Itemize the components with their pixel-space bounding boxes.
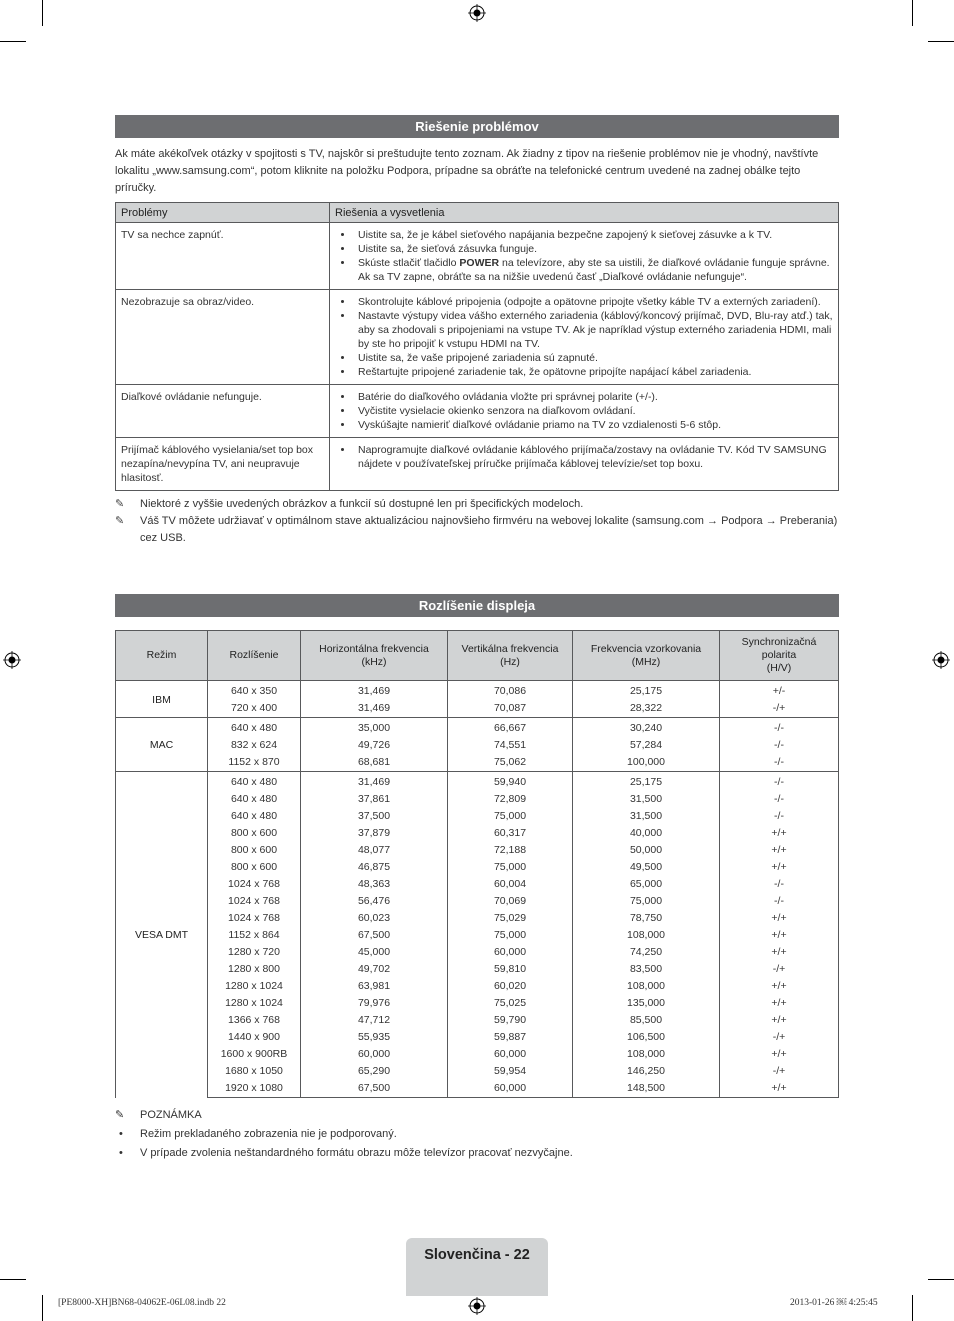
bullet-icon: • [119, 1127, 123, 1140]
resolution-cell: 640 x 480 [208, 791, 301, 808]
problem-cell: TV sa nechce zapnúť. [116, 223, 330, 290]
pixel-clock-cell: 50,000 [573, 842, 720, 859]
pixel-clock-cell: 31,500 [573, 808, 720, 825]
sync-polarity-cell: -/- [720, 876, 839, 893]
v-frequency-cell: 60,000 [448, 1046, 573, 1063]
resolution-cell: 1024 x 768 [208, 893, 301, 910]
h-frequency-cell: 31,469 [301, 772, 448, 792]
crop-mark [42, 1295, 43, 1321]
pixel-clock-cell: 65,000 [573, 876, 720, 893]
table-header-row [116, 203, 839, 223]
pixel-clock-cell: 40,000 [573, 825, 720, 842]
sync-polarity-cell: -/+ [720, 961, 839, 978]
column-header-pixel-clock: Frekvencia vzorkovania (MHz) [573, 631, 720, 681]
table-row [116, 825, 839, 842]
pixel-clock-cell: 148,500 [573, 1080, 720, 1098]
column-header-sync-polarity: Synchronizačná polarita (H/V) [720, 631, 839, 681]
v-frequency-cell: 75,025 [448, 995, 573, 1012]
resolution-cell: 1440 x 900 [208, 1029, 301, 1046]
pixel-clock-cell: 74,250 [573, 944, 720, 961]
h-frequency-cell: 37,500 [301, 808, 448, 825]
sync-polarity-cell: +/+ [720, 910, 839, 927]
solution-item: • Batérie do diaľkového ovládania vložte pri správnej polarite (+/-). [354, 390, 833, 404]
table-row [116, 772, 839, 792]
pixel-clock-cell: 108,000 [573, 927, 720, 944]
solution-item: • Nastavte výstupy videa vášho externého zariadenia (káblový/koncový prijímač, DVD, Blu-ray atď.) tak, aby sa zhodovali s pripojeniami na vstupe TV. Ak je napríklad výstup externého zariadenia HDMI, mali by ste ho pripojiť k vstupu HDMI na TV. [354, 309, 833, 351]
sync-polarity-cell: -/- [720, 754, 839, 772]
v-frequency-cell: 60,317 [448, 825, 573, 842]
resolution-cell: 720 x 400 [208, 700, 301, 718]
note-line [115, 496, 839, 513]
sync-polarity-cell: +/+ [720, 859, 839, 876]
note-item: Režim prekladaného zobrazenia nie je podporovaný. [140, 1127, 397, 1140]
pixel-clock-cell: 30,240 [573, 718, 720, 738]
table-row [116, 290, 839, 385]
pixel-clock-cell: 28,322 [573, 700, 720, 718]
h-frequency-cell: 60,000 [301, 1046, 448, 1063]
crop-mark [0, 1279, 26, 1280]
notes-block [115, 496, 839, 547]
table-row [116, 995, 839, 1012]
v-frequency-cell: 75,029 [448, 910, 573, 927]
h-frequency-cell: 60,023 [301, 910, 448, 927]
mode-cell: VESA DMT [116, 772, 208, 1098]
pixel-clock-cell: 83,500 [573, 961, 720, 978]
resolution-cell: 1366 x 768 [208, 1012, 301, 1029]
h-frequency-cell: 68,681 [301, 754, 448, 772]
crop-mark [928, 41, 954, 42]
v-frequency-cell: 59,940 [448, 772, 573, 792]
v-frequency-cell: 70,086 [448, 681, 573, 701]
footer-timestamp: 2013-01-26 ￼ 4:25:45 [790, 1298, 878, 1308]
table-row [116, 681, 839, 701]
v-frequency-cell: 70,087 [448, 700, 573, 718]
column-header-horizontal-frequency: Horizontálna frekvencia (kHz) [301, 631, 448, 681]
column-header-resolution: Rozlíšenie [208, 631, 301, 681]
page-number-tab: Slovenčina - 22 [406, 1238, 548, 1296]
h-frequency-cell: 35,000 [301, 718, 448, 738]
registration-mark-icon [468, 4, 486, 22]
pixel-clock-cell: 57,284 [573, 737, 720, 754]
solution-item: • Uistite sa, že sieťová zásuvka funguje. [354, 242, 833, 256]
sync-polarity-cell: +/+ [720, 1080, 839, 1098]
sync-polarity-cell: -/- [720, 718, 839, 738]
pencil-note-icon: ✎ [115, 1109, 125, 1121]
table-row [116, 808, 839, 825]
note-heading-row [115, 1105, 839, 1124]
footer-file-info: [PE8000-XH]BN68-04062E-06L08.indb 22 [58, 1298, 226, 1308]
resolution-cell: 800 x 600 [208, 859, 301, 876]
registration-mark-icon [3, 651, 21, 669]
note-item: V prípade zvolenia neštandardného formátu obrazu môže televízor pracovať nezvyčajne. [140, 1146, 573, 1159]
table-row [116, 737, 839, 754]
bullet-icon: • [119, 1146, 123, 1159]
sync-polarity-cell: +/+ [720, 842, 839, 859]
table-row [116, 842, 839, 859]
h-frequency-cell: 31,469 [301, 681, 448, 701]
sync-polarity-cell: -/- [720, 737, 839, 754]
pixel-clock-cell: 75,000 [573, 893, 720, 910]
table-row [116, 910, 839, 927]
h-frequency-cell: 65,290 [301, 1063, 448, 1080]
note-text: Váš TV môžete udržiavať v optimálnom stave aktualizáciou najnovšieho firmvéru na webovej lokalite (samsung.com → Podpora → Preberania) cez USB. [140, 515, 838, 544]
h-frequency-cell: 37,861 [301, 791, 448, 808]
note-heading: POZNÁMKA [140, 1108, 202, 1121]
solutions-cell [330, 290, 839, 385]
solution-item: • Reštartujte pripojené zariadenie tak, že opätovne pripojíte napájací kábel zariadenia. [354, 365, 833, 379]
table-row [116, 859, 839, 876]
table-row [116, 791, 839, 808]
sync-polarity-cell: -/- [720, 791, 839, 808]
v-frequency-cell: 60,004 [448, 876, 573, 893]
sync-polarity-cell: -/+ [720, 700, 839, 718]
table-row [116, 927, 839, 944]
sync-polarity-cell: +/+ [720, 1012, 839, 1029]
list-item [115, 1124, 839, 1143]
v-frequency-cell: 59,887 [448, 1029, 573, 1046]
h-frequency-cell: 56,476 [301, 893, 448, 910]
h-frequency-cell: 48,077 [301, 842, 448, 859]
table-row [116, 1012, 839, 1029]
table-row [116, 385, 839, 438]
resolution-cell: 1152 x 870 [208, 754, 301, 772]
section-title-display-resolution: Rozlíšenie displeja [115, 594, 839, 617]
table-row [116, 876, 839, 893]
pixel-clock-cell: 100,000 [573, 754, 720, 772]
h-frequency-cell: 55,935 [301, 1029, 448, 1046]
table-row [116, 944, 839, 961]
column-header-mode: Režim [116, 631, 208, 681]
table-row [116, 718, 839, 738]
table-row [116, 438, 839, 491]
sync-polarity-cell: +/+ [720, 944, 839, 961]
h-frequency-cell: 48,363 [301, 876, 448, 893]
v-frequency-cell: 75,062 [448, 754, 573, 772]
crop-mark [912, 1295, 913, 1321]
h-frequency-cell: 49,702 [301, 961, 448, 978]
column-header-vertical-frequency: Vertikálna frekvencia (Hz) [448, 631, 573, 681]
resolution-cell: 640 x 480 [208, 718, 301, 738]
sync-polarity-cell: -/- [720, 808, 839, 825]
pixel-clock-cell: 25,175 [573, 772, 720, 792]
solution-item: • Naprogramujte diaľkové ovládanie káblového prijímača/zostavy na ovládanie TV. Kód TV SAMSUNG nájdete v používateľskej príručke prijímača káblovej televízie/set top boxu. [354, 443, 833, 471]
problem-cell: Prijímač káblového vysielania/set top box nezapína/nevypína TV, ani neupravuje hlasitosť. [116, 438, 330, 491]
problem-cell: Diaľkové ovládanie nefunguje. [116, 385, 330, 438]
h-frequency-cell: 45,000 [301, 944, 448, 961]
h-frequency-cell: 49,726 [301, 737, 448, 754]
resolution-cell: 1680 x 1050 [208, 1063, 301, 1080]
table-row [116, 1046, 839, 1063]
h-frequency-cell: 47,712 [301, 1012, 448, 1029]
mode-cell: MAC [116, 718, 208, 772]
solution-item: • Uistite sa, že vaše pripojené zariadenia sú zapnuté. [354, 351, 833, 365]
pixel-clock-cell: 49,500 [573, 859, 720, 876]
pixel-clock-cell: 146,250 [573, 1063, 720, 1080]
v-frequency-cell: 60,000 [448, 944, 573, 961]
solution-item: • Skontrolujte káblové pripojenia (odpojte a opätovne pripojte všetky káble TV a externých zariadení). [354, 295, 833, 309]
solution-item: • Vyskúšajte namieriť diaľkové ovládanie priamo na TV zo vzdialenosti 5-6 stôp. [354, 418, 833, 432]
h-frequency-cell: 67,500 [301, 927, 448, 944]
solution-item: • Vyčistite vysielacie okienko senzora na diaľkovom ovládaní. [354, 404, 833, 418]
sync-polarity-cell: +/+ [720, 927, 839, 944]
h-frequency-cell: 46,875 [301, 859, 448, 876]
v-frequency-cell: 75,000 [448, 927, 573, 944]
sync-polarity-cell: +/- [720, 681, 839, 701]
sync-polarity-cell: +/+ [720, 825, 839, 842]
resolution-cell: 800 x 600 [208, 825, 301, 842]
intro-paragraph: Ak máte akékoľvek otázky v spojitosti s TV, najskôr si preštudujte tento zoznam. Ak žiadny z tipov na riešenie problémov nie je vhodný, navštívte lokalitu „www.samsung.com“, potom kliknite na položku Podpora, prípadne sa obráťte na telefonické centrum uvedené na zadnej obálke tejto príručky. [115, 148, 819, 194]
registration-mark-icon [468, 1297, 486, 1315]
pixel-clock-cell: 135,000 [573, 995, 720, 1012]
pencil-note-icon: ✎ [115, 498, 125, 510]
pixel-clock-cell: 106,500 [573, 1029, 720, 1046]
resolution-cell: 832 x 624 [208, 737, 301, 754]
crop-mark [42, 0, 43, 26]
h-frequency-cell: 63,981 [301, 978, 448, 995]
table-row [116, 1080, 839, 1098]
power-keyword: POWER [459, 257, 500, 269]
resolution-cell: 1024 x 768 [208, 876, 301, 893]
pixel-clock-cell: 78,750 [573, 910, 720, 927]
list-item [115, 1143, 839, 1162]
resolution-table [115, 630, 839, 1098]
table-row [116, 893, 839, 910]
solution-item: • Uistite sa, že je kábel sieťového napájania bezpečne zapojený k sieťovej zásuvke a k TV. [354, 228, 833, 242]
v-frequency-cell: 59,810 [448, 961, 573, 978]
sync-polarity-cell: -/- [720, 772, 839, 792]
problems-table [115, 202, 839, 491]
table-row [116, 961, 839, 978]
sync-polarity-cell: -/+ [720, 1063, 839, 1080]
solutions-cell [330, 438, 839, 491]
resolution-cell: 640 x 350 [208, 681, 301, 701]
pixel-clock-cell: 31,500 [573, 791, 720, 808]
registration-mark-icon [932, 651, 950, 669]
crop-mark [912, 0, 913, 26]
table-row [116, 700, 839, 718]
h-frequency-cell: 37,879 [301, 825, 448, 842]
h-frequency-cell: 79,976 [301, 995, 448, 1012]
resolution-cell: 640 x 480 [208, 808, 301, 825]
problem-cell: Nezobrazuje sa obraz/video. [116, 290, 330, 385]
solutions-cell [330, 223, 839, 290]
column-header-solutions: Riešenia a vysvetlenia [330, 203, 839, 223]
table-row [116, 978, 839, 995]
v-frequency-cell: 74,551 [448, 737, 573, 754]
sync-polarity-cell: -/+ [720, 1029, 839, 1046]
table-row [116, 1063, 839, 1080]
resolution-cell: 1280 x 1024 [208, 995, 301, 1012]
table-row [116, 223, 839, 290]
resolution-cell: 640 x 480 [208, 772, 301, 792]
v-frequency-cell: 75,000 [448, 859, 573, 876]
note-text: Niektoré z vyššie uvedených obrázkov a funkcií sú dostupné len pri špecifických modeloch. [140, 498, 584, 510]
resolution-cell: 800 x 600 [208, 842, 301, 859]
pixel-clock-cell: 108,000 [573, 1046, 720, 1063]
crop-mark [0, 41, 26, 42]
resolution-cell: 1600 x 900RB [208, 1046, 301, 1063]
resolution-cell: 1920 x 1080 [208, 1080, 301, 1098]
resolution-cell: 1152 x 864 [208, 927, 301, 944]
section-title-troubleshooting: Riešenie problémov [115, 115, 839, 138]
table-row [116, 1029, 839, 1046]
v-frequency-cell: 75,000 [448, 808, 573, 825]
v-frequency-cell: 70,069 [448, 893, 573, 910]
sync-polarity-cell: +/+ [720, 1046, 839, 1063]
resolution-cell: 1024 x 768 [208, 910, 301, 927]
pixel-clock-cell: 85,500 [573, 1012, 720, 1029]
v-frequency-cell: 59,954 [448, 1063, 573, 1080]
h-frequency-cell: 31,469 [301, 700, 448, 718]
sync-polarity-cell: +/+ [720, 978, 839, 995]
note-line [115, 513, 839, 547]
crop-mark [928, 1279, 954, 1280]
solutions-cell [330, 385, 839, 438]
sync-polarity-cell: -/- [720, 893, 839, 910]
note-section [115, 1105, 839, 1162]
column-header-problems: Problémy [116, 203, 330, 223]
pixel-clock-cell: 25,175 [573, 681, 720, 701]
v-frequency-cell: 60,000 [448, 1080, 573, 1098]
resolution-cell: 1280 x 1024 [208, 978, 301, 995]
resolution-cell: 1280 x 720 [208, 944, 301, 961]
mode-cell: IBM [116, 681, 208, 718]
pixel-clock-cell: 108,000 [573, 978, 720, 995]
resolution-cell: 1280 x 800 [208, 961, 301, 978]
h-frequency-cell: 67,500 [301, 1080, 448, 1098]
v-frequency-cell: 72,809 [448, 791, 573, 808]
solution-item: • Skúste stlačiť tlačidlo POWER na televízore, aby ste sa uistili, že diaľkové ovládanie funguje správne. Ak sa TV zapne, obráťte sa na nižšie uvedenú časť „Diaľkové ovládanie nefunguje“. [354, 256, 833, 284]
table-header-row [116, 631, 839, 681]
v-frequency-cell: 59,790 [448, 1012, 573, 1029]
v-frequency-cell: 72,188 [448, 842, 573, 859]
v-frequency-cell: 66,667 [448, 718, 573, 738]
table-row [116, 754, 839, 772]
sync-polarity-cell: +/+ [720, 995, 839, 1012]
pencil-note-icon: ✎ [115, 515, 125, 527]
v-frequency-cell: 60,020 [448, 978, 573, 995]
